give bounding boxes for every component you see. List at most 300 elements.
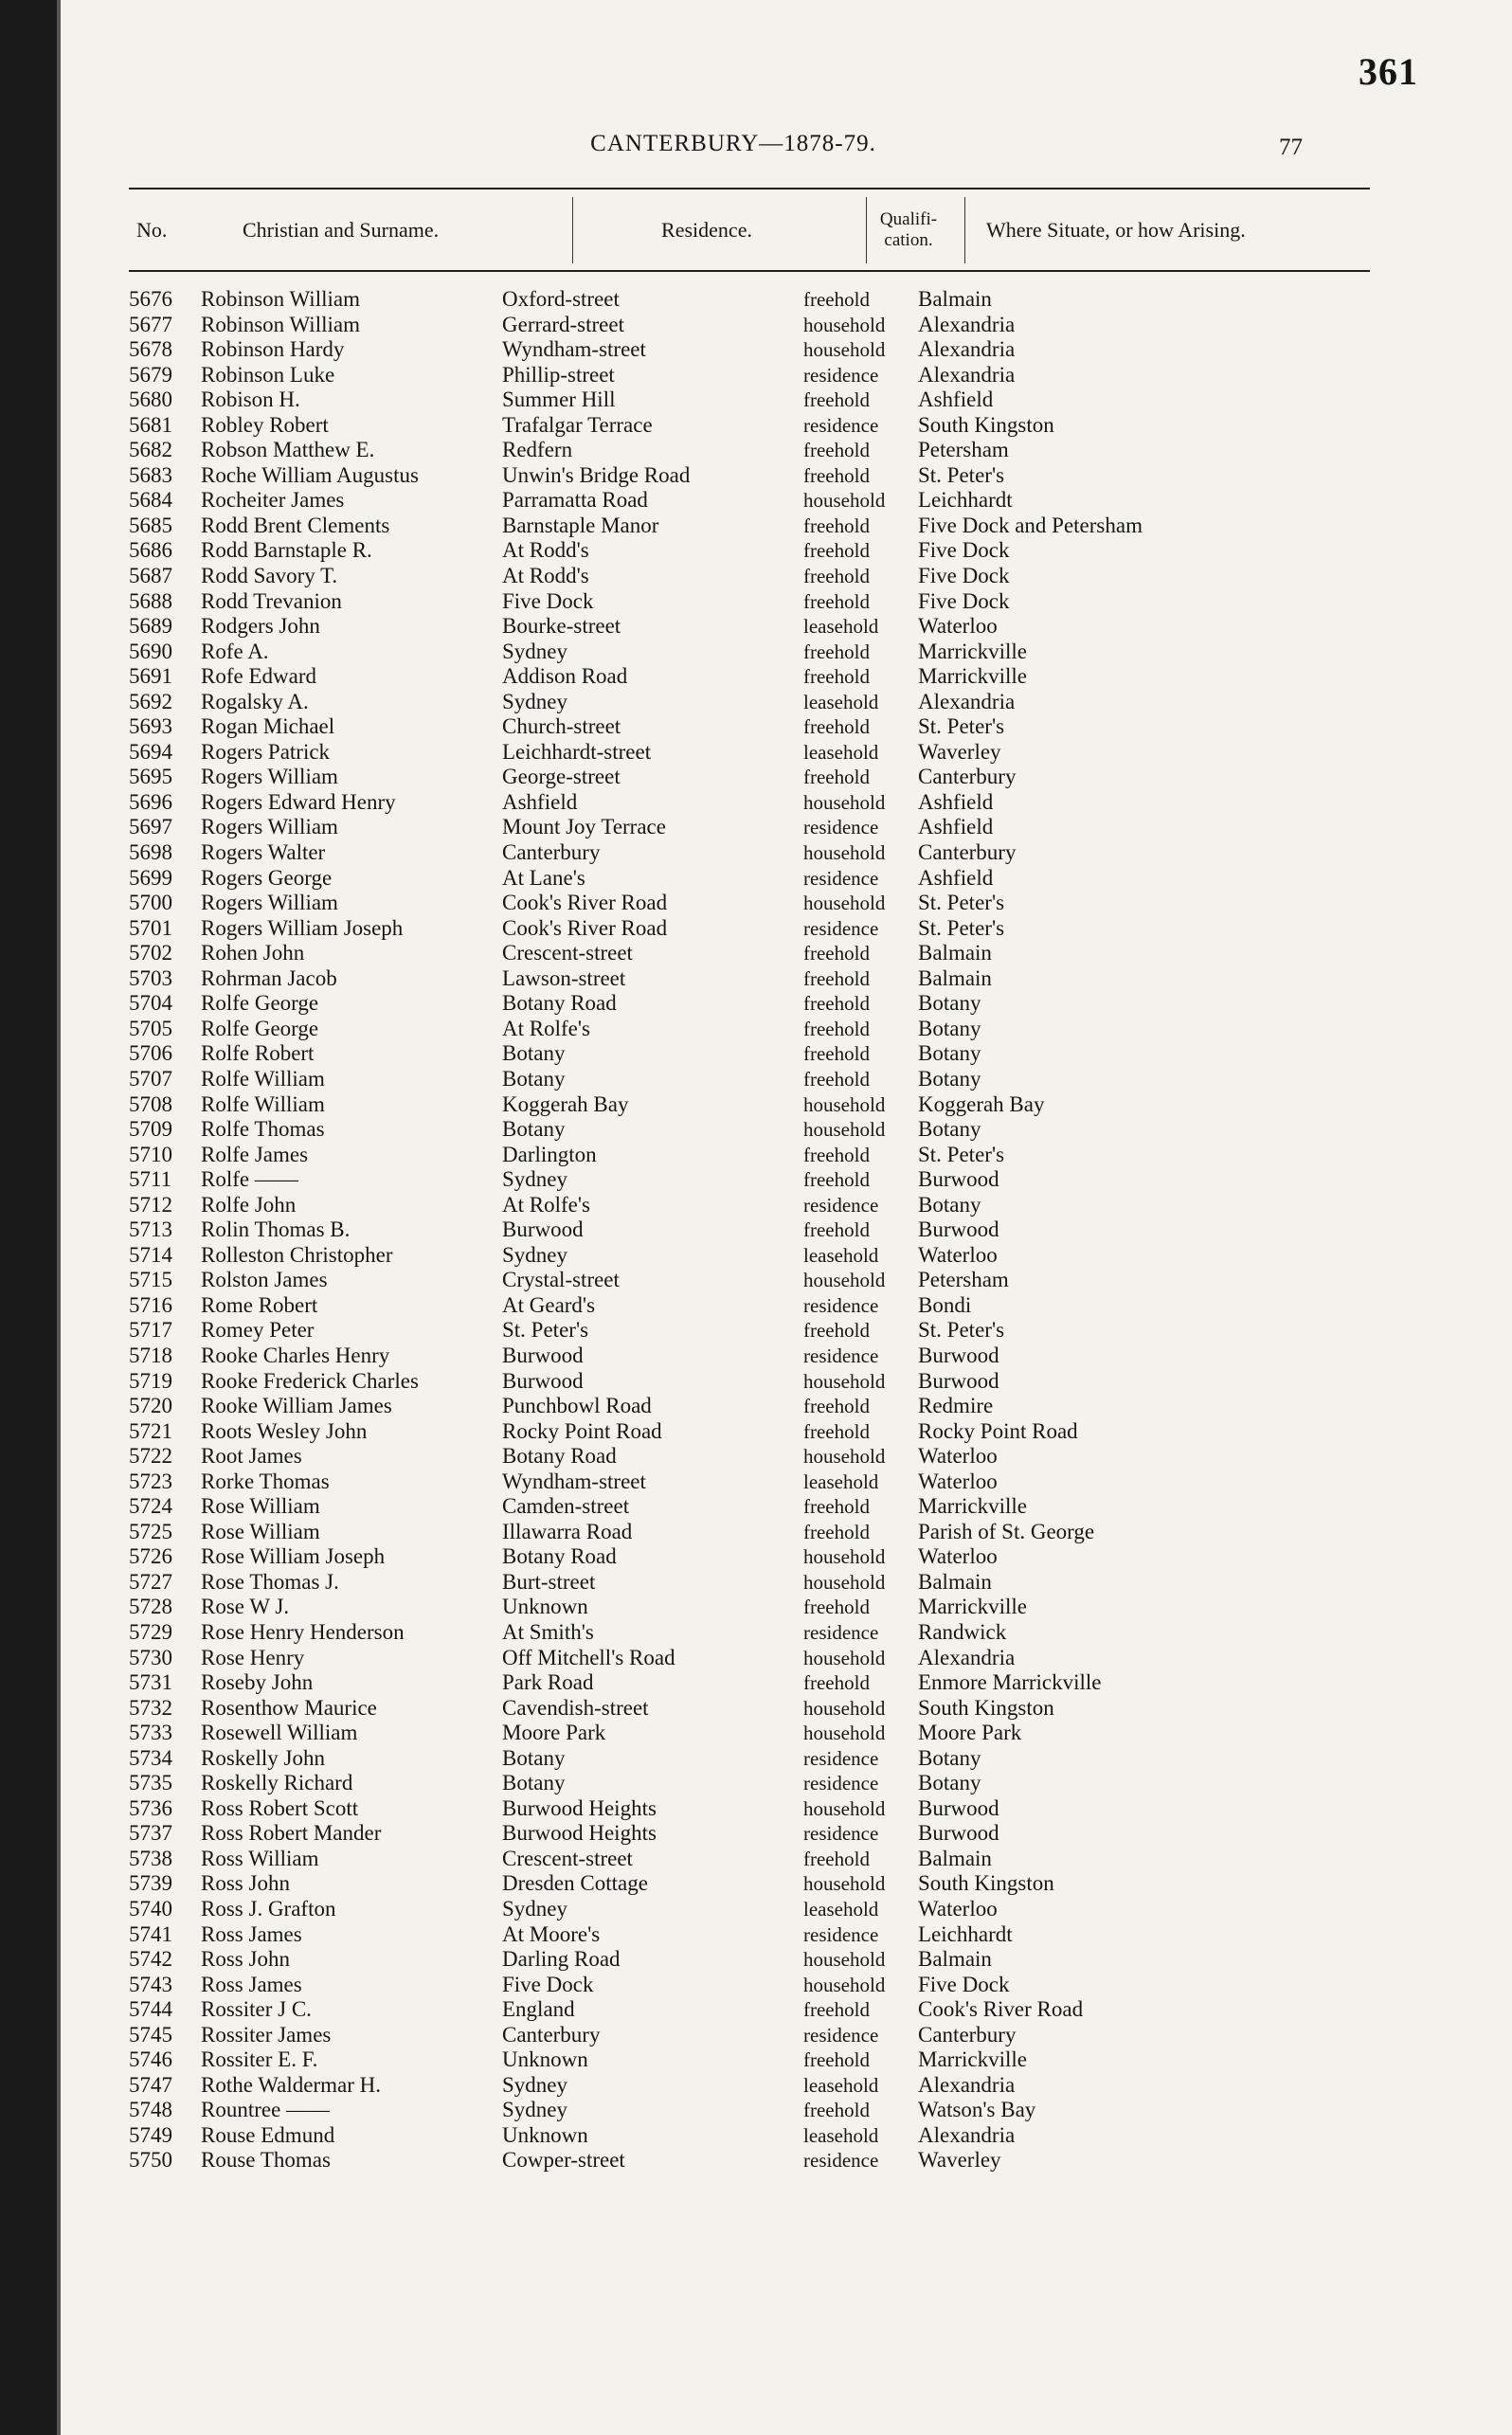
entry-number: 5718 <box>129 1343 172 1367</box>
entry-number: 5699 <box>129 865 172 890</box>
entry-qualification: freehold <box>803 665 870 689</box>
entry-residence: At Rodd's <box>502 538 589 563</box>
entry-qualification: residence <box>803 1620 879 1644</box>
entry-number: 5714 <box>129 1242 172 1267</box>
entry-qualification: residence <box>803 2023 879 2047</box>
header-qualification <box>866 189 951 270</box>
entry-where: Watson's Bay <box>918 2098 1036 2122</box>
entry-where: Burwood <box>918 1821 999 1846</box>
entry-name: Rolfe William <box>201 1091 325 1116</box>
entry-name: Rouse Edmund <box>201 2122 335 2147</box>
entry-number: 5694 <box>129 739 172 764</box>
entry-number: 5697 <box>129 815 172 839</box>
entry-residence: Botany Road <box>502 1544 617 1569</box>
entry-qualification: leasehold <box>803 2073 879 2097</box>
entry-number: 5703 <box>129 965 172 990</box>
entry-qualification: household <box>803 790 886 814</box>
entry-qualification: household <box>803 1872 886 1896</box>
entry-number: 5748 <box>129 2098 172 2122</box>
entry-name: Rolfe William <box>201 1066 325 1091</box>
entry-where: Botany <box>918 1016 981 1040</box>
entry-number: 5744 <box>129 1997 172 2022</box>
table-row <box>129 1771 1379 1796</box>
entry-name: Rohrman Jacob <box>201 965 337 990</box>
entry-residence: Cavendish-street <box>502 1695 649 1720</box>
entry-name: Rolfe Thomas <box>201 1117 325 1142</box>
entry-residence: Mount Joy Terrace <box>502 815 666 839</box>
entry-number: 5695 <box>129 765 172 789</box>
table-row <box>129 1746 1379 1772</box>
electoral-roll-table <box>129 287 1379 2173</box>
table-row <box>129 866 1379 892</box>
table-row <box>129 1041 1379 1067</box>
table-row <box>129 514 1379 539</box>
entry-number: 5733 <box>129 1721 172 1745</box>
entry-where: St. Peter's <box>918 1318 1005 1343</box>
entry-number: 5728 <box>129 1595 172 1619</box>
entry-where: Cook's River Road <box>918 1997 1084 2022</box>
entry-name: Robinson Hardy <box>201 337 345 362</box>
table-row <box>129 438 1379 463</box>
entry-qualification: residence <box>803 816 879 839</box>
entry-name: Rogers Edward Henry <box>201 789 396 814</box>
header-qualification-line2: cation. <box>884 229 933 250</box>
entry-number: 5729 <box>129 1619 172 1644</box>
entry-where: Five Dock <box>918 538 1010 563</box>
page-number: 77 <box>1279 135 1303 160</box>
entry-where: Burwood <box>918 1218 999 1242</box>
entry-residence: At Rolfe's <box>502 1016 590 1040</box>
table-row <box>129 1193 1379 1218</box>
entry-name: Rooke Frederick Charles <box>201 1368 419 1393</box>
entry-residence: Sydney <box>502 2098 567 2122</box>
table-row <box>129 1696 1379 1722</box>
entry-residence: Barnstaple Manor <box>502 513 659 537</box>
entry-name: Rodgers John <box>201 614 320 639</box>
entry-qualification: household <box>803 1722 886 1745</box>
entry-name: Rogers William <box>201 765 338 789</box>
table-row <box>129 2148 1379 2173</box>
table-row <box>129 1520 1379 1545</box>
document-page <box>61 0 1512 2435</box>
entry-name: Rogalsky A. <box>201 689 309 713</box>
table-row <box>129 614 1379 640</box>
entry-number: 5686 <box>129 538 172 563</box>
entry-residence: Park Road <box>502 1670 594 1695</box>
entry-name: Rountree —— <box>201 2098 331 2122</box>
entry-name: Rose William Joseph <box>201 1544 386 1569</box>
entry-number: 5704 <box>129 991 172 1016</box>
entry-residence: Punchbowl Road <box>502 1394 652 1418</box>
entry-qualification: freehold <box>803 1998 870 2022</box>
running-title: CANTERBURY—1878-79. <box>590 131 876 156</box>
table-row <box>129 1243 1379 1269</box>
table-row <box>129 664 1379 690</box>
entry-name: Romey Peter <box>201 1318 315 1343</box>
entry-number: 5716 <box>129 1292 172 1317</box>
entry-qualification: freehold <box>803 1218 870 1242</box>
entry-number: 5693 <box>129 714 172 739</box>
entry-qualification: freehold <box>803 1671 870 1695</box>
entry-name: Rolin Thomas B. <box>201 1218 351 1242</box>
entry-number: 5723 <box>129 1469 172 1493</box>
entry-residence: Darling Road <box>502 1947 621 1972</box>
entry-name: Rossiter E. F. <box>201 2047 318 2072</box>
entry-where: South Kingston <box>918 1871 1054 1896</box>
entry-where: Ashfield <box>918 388 994 412</box>
entry-where: Ashfield <box>918 789 994 814</box>
entry-number: 5715 <box>129 1268 172 1292</box>
entry-name: Roskelly Richard <box>201 1771 353 1795</box>
entry-name: Rogan Michael <box>201 714 335 739</box>
entry-name: Roskelly John <box>201 1745 325 1770</box>
entry-residence: Oxford-street <box>502 287 620 311</box>
header-qualification-line1: Qualifi- <box>879 208 938 229</box>
entry-qualification: household <box>803 1796 886 1820</box>
entry-name: Rolfe George <box>201 1016 319 1040</box>
entry-name: Ross William <box>201 1846 319 1870</box>
entry-qualification: household <box>803 313 886 336</box>
entry-residence: Parramatta Road <box>502 488 648 513</box>
entry-where: Burwood <box>918 1343 999 1367</box>
entry-residence: Botany <box>502 1041 566 1066</box>
entry-residence: George-street <box>502 765 621 789</box>
table-row <box>129 1646 1379 1671</box>
entry-qualification: household <box>803 1118 886 1142</box>
entry-residence: Illawarra Road <box>502 1519 633 1543</box>
entry-residence: At Rolfe's <box>502 1192 590 1217</box>
entry-name: Rose William <box>201 1519 320 1543</box>
entry-name: Rose Thomas J. <box>201 1569 339 1594</box>
entry-residence: Burwood Heights <box>502 1821 657 1846</box>
entry-residence: At Smith's <box>502 1619 594 1644</box>
entry-where: Moore Park <box>918 1721 1022 1745</box>
table-row <box>129 1318 1379 1344</box>
entry-residence: Sydney <box>502 1897 567 1921</box>
entry-number: 5734 <box>129 1745 172 1770</box>
entry-name: Ross Robert Scott <box>201 1795 359 1820</box>
entry-where: Canterbury <box>918 765 1017 789</box>
entry-qualification: leasehold <box>803 740 879 764</box>
table-row <box>129 538 1379 564</box>
entry-number: 5707 <box>129 1066 172 1091</box>
entry-qualification: household <box>803 489 886 513</box>
entry-where: Koggerah Bay <box>918 1091 1045 1116</box>
entry-qualification: freehold <box>803 942 870 965</box>
entry-where: Marrickville <box>918 2047 1027 2072</box>
folio-number: 361 <box>1359 50 1418 93</box>
entry-name: Robley Robert <box>201 412 329 437</box>
entry-residence: Ashfield <box>502 789 578 814</box>
entry-qualification: freehold <box>803 766 870 789</box>
entry-where: Ashfield <box>918 865 994 890</box>
entry-name: Ross James <box>201 1921 302 1946</box>
header-residence: Residence. <box>661 217 752 242</box>
table-row <box>129 1871 1379 1897</box>
entry-number: 5724 <box>129 1494 172 1519</box>
entry-number: 5682 <box>129 438 172 462</box>
entry-number: 5709 <box>129 1117 172 1142</box>
entry-residence: Wyndham-street <box>502 337 646 362</box>
entry-name: Rohen John <box>201 941 305 965</box>
entry-where: Randwick <box>918 1619 1007 1644</box>
entry-number: 5722 <box>129 1444 172 1469</box>
entry-number: 5721 <box>129 1418 172 1443</box>
entry-number: 5736 <box>129 1795 172 1820</box>
entry-number: 5679 <box>129 362 172 387</box>
entry-number: 5746 <box>129 2047 172 2072</box>
entry-where: Balmain <box>918 1947 992 1972</box>
entry-number: 5730 <box>129 1645 172 1669</box>
entry-where: Ashfield <box>918 815 994 839</box>
entry-number: 5698 <box>129 840 172 865</box>
entry-number: 5745 <box>129 2022 172 2047</box>
entry-name: Rogers Walter <box>201 840 326 865</box>
entry-residence: Botany <box>502 1066 566 1091</box>
entry-residence: Botany Road <box>502 991 617 1016</box>
table-row <box>129 1620 1379 1646</box>
entry-qualification: household <box>803 892 886 915</box>
entry-residence: England <box>502 1997 575 2022</box>
entry-number: 5735 <box>129 1771 172 1795</box>
entry-name: Rolfe John <box>201 1192 297 1217</box>
table-row <box>129 891 1379 916</box>
entry-number: 5681 <box>129 412 172 437</box>
entry-where: Balmain <box>918 941 992 965</box>
entry-number: 5742 <box>129 1947 172 1972</box>
entry-name: Roots Wesley John <box>201 1418 368 1443</box>
entry-residence: Unknown <box>502 2047 588 2072</box>
entry-number: 5676 <box>129 287 172 311</box>
header-no: No. <box>136 217 168 242</box>
entry-number: 5750 <box>129 2148 172 2173</box>
table-row <box>129 1544 1379 1570</box>
entry-name: Rodd Brent Clements <box>201 513 390 537</box>
entry-number: 5747 <box>129 2072 172 2097</box>
entry-residence: Sydney <box>502 1242 567 1267</box>
entry-residence: Canterbury <box>502 2022 601 2047</box>
entry-number: 5738 <box>129 1846 172 1870</box>
table-row <box>129 1997 1379 2023</box>
entry-residence: Darlington <box>502 1142 597 1166</box>
entry-residence: Sydney <box>502 1167 567 1192</box>
entry-name: Ross J. Grafton <box>201 1897 336 1921</box>
entry-residence: St. Peter's <box>502 1318 589 1343</box>
entry-residence: Crescent-street <box>502 1846 633 1870</box>
table-row <box>129 1847 1379 1872</box>
table-row <box>129 1444 1379 1470</box>
entry-qualification: freehold <box>803 1042 870 1066</box>
entry-number: 5741 <box>129 1921 172 1946</box>
entry-residence: At Rodd's <box>502 564 589 588</box>
entry-name: Ross James <box>201 1972 302 1996</box>
entry-number: 5696 <box>129 789 172 814</box>
entry-where: Enmore Marrickville <box>918 1670 1102 1695</box>
entry-where: Five Dock <box>918 1972 1010 1996</box>
entry-where: Burwood <box>918 1795 999 1820</box>
entry-qualification: freehold <box>803 2099 870 2122</box>
entry-where: Botany <box>918 1745 981 1770</box>
entry-where: Waverley <box>918 739 1001 764</box>
table-row <box>129 916 1379 942</box>
table-row <box>129 714 1379 740</box>
entry-name: Robinson William <box>201 312 360 336</box>
entry-number: 5719 <box>129 1368 172 1393</box>
table-row <box>129 1092 1379 1118</box>
entry-qualification: freehold <box>803 966 870 990</box>
entry-qualification: freehold <box>803 1419 870 1443</box>
entry-name: Rothe Waldermar H. <box>201 2072 381 2097</box>
entry-name: Rolston James <box>201 1268 328 1292</box>
entry-residence: Summer Hill <box>502 388 616 412</box>
entry-name: Ross Robert Mander <box>201 1821 382 1846</box>
entry-qualification: freehold <box>803 565 870 588</box>
entry-where: Five Dock and Petersham <box>918 513 1143 537</box>
table-row <box>129 840 1379 866</box>
entry-residence: Botany <box>502 1117 566 1142</box>
entry-number: 5683 <box>129 462 172 487</box>
entry-residence: Crystal-street <box>502 1268 620 1292</box>
entry-qualification: residence <box>803 1772 879 1795</box>
entry-residence: Canterbury <box>502 840 601 865</box>
entry-residence: Sydney <box>502 639 567 663</box>
entry-number: 5740 <box>129 1897 172 1921</box>
entry-name: Rooke Charles Henry <box>201 1343 390 1367</box>
entry-qualification: freehold <box>803 1168 870 1192</box>
table-row <box>129 1017 1379 1042</box>
table-row <box>129 1419 1379 1445</box>
entry-name: Rogers William <box>201 891 338 915</box>
entry-residence: Moore Park <box>502 1721 606 1745</box>
entry-name: Rodd Barnstaple R. <box>201 538 372 563</box>
entry-qualification: leasehold <box>803 690 879 713</box>
entry-where: Alexandria <box>918 2072 1016 2097</box>
entry-residence: Burt-street <box>502 1569 596 1594</box>
entry-residence: Botany <box>502 1771 566 1795</box>
entry-qualification: freehold <box>803 514 870 537</box>
entry-qualification: residence <box>803 916 879 940</box>
entry-qualification: household <box>803 1646 886 1669</box>
entry-where: Alexandria <box>918 689 1016 713</box>
table-row <box>129 1897 1379 1922</box>
entry-where: St. Peter's <box>918 1142 1005 1166</box>
entry-where: Botany <box>918 1771 981 1795</box>
table-row <box>129 388 1379 413</box>
entry-where: Botany <box>918 1192 981 1217</box>
entry-residence: Church-street <box>502 714 621 739</box>
entry-residence: Gerrard-street <box>502 312 624 336</box>
entry-number: 5687 <box>129 564 172 588</box>
entry-name: Rouse Thomas <box>201 2148 331 2173</box>
entry-number: 5680 <box>129 388 172 412</box>
entry-residence: Botany <box>502 1745 566 1770</box>
entry-name: Rome Robert <box>201 1292 318 1317</box>
entry-residence: Cook's River Road <box>502 891 668 915</box>
entry-number: 5712 <box>129 1192 172 1217</box>
table-row <box>129 1067 1379 1092</box>
entry-qualification: freehold <box>803 715 870 739</box>
entry-residence: Phillip-street <box>502 362 615 387</box>
entry-name: Roseby John <box>201 1670 314 1695</box>
entry-where: St. Peter's <box>918 891 1005 915</box>
entry-name: Rose William <box>201 1494 320 1519</box>
entry-qualification: residence <box>803 866 879 890</box>
entry-name: Rolfe George <box>201 991 319 1016</box>
entry-residence: Dresden Cottage <box>502 1871 648 1896</box>
entry-number: 5689 <box>129 614 172 639</box>
entry-qualification: freehold <box>803 1596 870 1619</box>
entry-where: Waterloo <box>918 1897 998 1921</box>
entry-residence: Burwood <box>502 1343 584 1367</box>
entry-where: Alexandria <box>918 362 1016 387</box>
entry-where: Waterloo <box>918 1242 998 1267</box>
table-row <box>129 1167 1379 1193</box>
entry-where: Petersham <box>918 1268 1009 1292</box>
entry-qualification: freehold <box>803 1395 870 1418</box>
entry-qualification: freehold <box>803 463 870 487</box>
entry-where: Botany <box>918 1041 981 1066</box>
entry-where: Parish of St. George <box>918 1519 1095 1543</box>
entry-residence: At Moore's <box>502 1921 601 1946</box>
entry-where: Bondi <box>918 1292 972 1317</box>
table-row <box>129 1670 1379 1696</box>
entry-where: Marrickville <box>918 639 1027 663</box>
header-name: Christian and Surname. <box>243 217 440 242</box>
entry-name: Rose W J. <box>201 1595 290 1619</box>
table-row <box>129 640 1379 665</box>
table-row <box>129 564 1379 589</box>
entry-where: St. Peter's <box>918 714 1005 739</box>
entry-qualification: leasehold <box>803 1898 879 1921</box>
table-row <box>129 1570 1379 1596</box>
entry-name: Rolleston Christopher <box>201 1242 393 1267</box>
table-row <box>129 1218 1379 1243</box>
table-row <box>129 1293 1379 1319</box>
entry-name: Rogers George <box>201 865 333 890</box>
table-row <box>129 1973 1379 1998</box>
entry-name: Robinson Luke <box>201 362 335 387</box>
table-row <box>129 1117 1379 1143</box>
entry-qualification: freehold <box>803 1017 870 1040</box>
entry-residence: Crescent-street <box>502 941 633 965</box>
entry-where: St. Peter's <box>918 915 1005 940</box>
table-row <box>129 1796 1379 1822</box>
entry-residence: Koggerah Bay <box>502 1091 629 1116</box>
entry-residence: Cowper-street <box>502 2148 625 2173</box>
entry-qualification: residence <box>803 1746 879 1770</box>
entry-where: Balmain <box>918 1569 992 1594</box>
table-row <box>129 589 1379 615</box>
entry-number: 5706 <box>129 1041 172 1066</box>
entry-where: Marrickville <box>918 664 1027 689</box>
entry-qualification: household <box>803 1269 886 1292</box>
entry-number: 5725 <box>129 1519 172 1543</box>
entry-number: 5727 <box>129 1569 172 1594</box>
entry-name: Robison H. <box>201 388 300 412</box>
entry-number: 5677 <box>129 312 172 336</box>
entry-qualification: freehold <box>803 1143 870 1166</box>
entry-name: Ross John <box>201 1947 290 1972</box>
entry-residence: Burwood Heights <box>502 1795 657 1820</box>
entry-number: 5685 <box>129 513 172 537</box>
table-row <box>129 941 1379 966</box>
entry-qualification: freehold <box>803 539 870 563</box>
entry-qualification: freehold <box>803 388 870 412</box>
entry-name: Rosenthow Maurice <box>201 1695 377 1720</box>
entry-where: Leichhardt <box>918 488 1013 513</box>
entry-residence: Burwood <box>502 1218 584 1242</box>
entry-qualification: leasehold <box>803 1243 879 1267</box>
